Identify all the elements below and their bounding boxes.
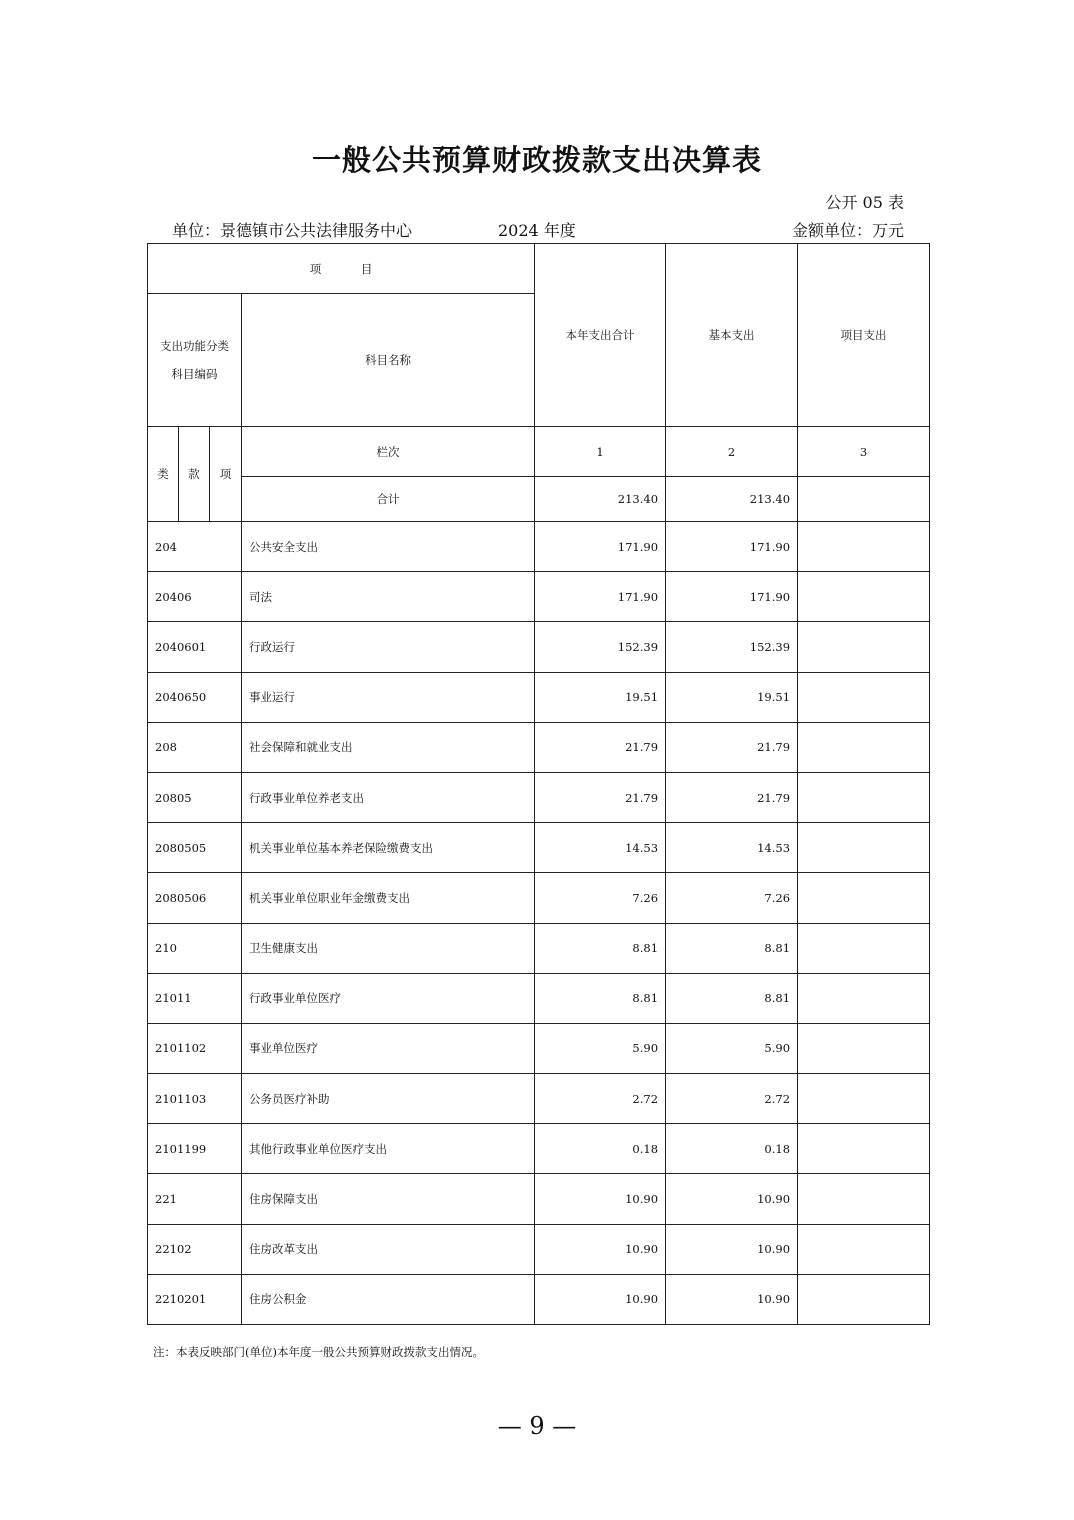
- basic-amount: 2.72: [666, 1074, 798, 1124]
- sum-basic: 213.40: [666, 477, 798, 522]
- total-amount: 171.90: [535, 522, 666, 572]
- subject-name: 卫生健康支出: [242, 923, 535, 973]
- subject-name: 住房改革支出: [242, 1224, 535, 1274]
- subject-name: 行政运行: [242, 622, 535, 672]
- table-row: [148, 1023, 930, 1073]
- subject-code: 2080506: [148, 873, 242, 923]
- basic-amount: 171.90: [666, 572, 798, 622]
- table-row: [148, 923, 930, 973]
- project-amount: [798, 1174, 930, 1224]
- total-amount: 7.26: [535, 873, 666, 923]
- column-number-2: 2: [666, 427, 798, 477]
- basic-amount: 21.79: [666, 772, 798, 822]
- project-amount: [798, 1023, 930, 1073]
- basic-amount: 8.81: [666, 973, 798, 1023]
- project-amount: [798, 572, 930, 622]
- subject-code: 2040601: [148, 622, 242, 672]
- subject-name: 公务员医疗补助: [242, 1074, 535, 1124]
- header-code-line1: 支出功能分类: [160, 339, 229, 353]
- basic-amount: 8.81: [666, 923, 798, 973]
- basic-amount: 7.26: [666, 873, 798, 923]
- page-number: — 9 —: [497, 1412, 577, 1440]
- expenditure-table: [147, 243, 930, 1325]
- basic-amount: 21.79: [666, 722, 798, 772]
- column-number-3: 3: [798, 427, 930, 477]
- subject-name: 其他行政事业单位医疗支出: [242, 1124, 535, 1174]
- total-amount: 21.79: [535, 772, 666, 822]
- total-amount: 8.81: [535, 973, 666, 1023]
- total-amount: 14.53: [535, 823, 666, 873]
- table-row: [148, 873, 930, 923]
- basic-amount: 171.90: [666, 522, 798, 572]
- subject-name: 社会保障和就业支出: [242, 722, 535, 772]
- subject-name: 机关事业单位基本养老保险缴费支出: [242, 823, 535, 873]
- header-total: 本年支出合计: [535, 244, 666, 427]
- basic-amount: 14.53: [666, 823, 798, 873]
- total-amount: 0.18: [535, 1124, 666, 1174]
- table-row: [148, 1074, 930, 1124]
- basic-amount: 152.39: [666, 622, 798, 672]
- project-amount: [798, 823, 930, 873]
- sum-project: [798, 477, 930, 522]
- document-title: 一般公共预算财政拨款支出决算表: [311, 143, 762, 177]
- table-row: [148, 1274, 930, 1324]
- table-row: [148, 1124, 930, 1174]
- project-amount: [798, 672, 930, 722]
- subject-name: 公共安全支出: [242, 522, 535, 572]
- total-amount: 10.90: [535, 1174, 666, 1224]
- header-item: 项 目: [148, 244, 535, 294]
- header-code-line2: 科目编码: [171, 367, 218, 381]
- sum-total: 213.40: [535, 477, 666, 522]
- table-row: [148, 772, 930, 822]
- subject-code: 2101199: [148, 1124, 242, 1174]
- project-amount: [798, 873, 930, 923]
- header-row-1: [148, 244, 930, 294]
- subject-name: 事业单位医疗: [242, 1023, 535, 1073]
- total-amount: 152.39: [535, 622, 666, 672]
- table-note: 注：本表反映部门(单位)本年度一般公共预算财政拨款支出情况。: [153, 1345, 484, 1359]
- amount-unit: 金额单位：万元: [791, 221, 904, 240]
- sum-row: [148, 477, 930, 522]
- fiscal-year: 2024 年度: [498, 221, 576, 240]
- total-amount: 5.90: [535, 1023, 666, 1073]
- subject-code: 20406: [148, 572, 242, 622]
- subject-code: 221: [148, 1174, 242, 1224]
- subject-code: 22102: [148, 1224, 242, 1274]
- project-amount: [798, 622, 930, 672]
- table-row: [148, 572, 930, 622]
- header-name: 科目名称: [242, 294, 535, 427]
- subject-name: 行政事业单位医疗: [242, 973, 535, 1023]
- column-number-row: [148, 427, 930, 477]
- total-amount: 10.90: [535, 1224, 666, 1274]
- subject-code: 204: [148, 522, 242, 572]
- table-row: [148, 622, 930, 672]
- column-number-1: 1: [535, 427, 666, 477]
- table-row: [148, 973, 930, 1023]
- project-amount: [798, 923, 930, 973]
- table-row: [148, 522, 930, 572]
- subject-code: 2040650: [148, 672, 242, 722]
- subject-name: 事业运行: [242, 672, 535, 722]
- table-row: [148, 722, 930, 772]
- project-amount: [798, 1124, 930, 1174]
- table-row: [148, 823, 930, 873]
- subject-code: 210: [148, 923, 242, 973]
- subject-code: 2210201: [148, 1274, 242, 1324]
- basic-amount: 0.18: [666, 1124, 798, 1174]
- subject-code: 2101103: [148, 1074, 242, 1124]
- subject-name: 住房公积金: [242, 1274, 535, 1324]
- table-row: [148, 1224, 930, 1274]
- unit-label: 单位：景德镇市公共法律服务中心: [172, 221, 413, 240]
- project-amount: [798, 1274, 930, 1324]
- subject-name: 行政事业单位养老支出: [242, 772, 535, 822]
- subject-name: 机关事业单位职业年金缴费支出: [242, 873, 535, 923]
- header-code: [148, 294, 242, 427]
- basic-amount: 5.90: [666, 1023, 798, 1073]
- project-amount: [798, 772, 930, 822]
- total-amount: 21.79: [535, 722, 666, 772]
- total-amount: 19.51: [535, 672, 666, 722]
- header-basic: 基本支出: [666, 244, 798, 427]
- project-amount: [798, 522, 930, 572]
- total-amount: 10.90: [535, 1274, 666, 1324]
- table-row: [148, 1174, 930, 1224]
- subject-code: 208: [148, 722, 242, 772]
- header-class: 类: [148, 427, 179, 522]
- subject-code: 21011: [148, 973, 242, 1023]
- project-amount: [798, 722, 930, 772]
- header-section: 款: [179, 427, 210, 522]
- basic-amount: 19.51: [666, 672, 798, 722]
- form-code: 公开 05 表: [825, 193, 904, 212]
- project-amount: [798, 1074, 930, 1124]
- basic-amount: 10.90: [666, 1174, 798, 1224]
- total-amount: 8.81: [535, 923, 666, 973]
- subject-code: 20805: [148, 772, 242, 822]
- project-amount: [798, 1224, 930, 1274]
- column-label: 栏次: [242, 427, 535, 477]
- total-amount: 171.90: [535, 572, 666, 622]
- project-amount: [798, 973, 930, 1023]
- header-entry: 项: [210, 427, 242, 522]
- header-project: 项目支出: [798, 244, 930, 427]
- basic-amount: 10.90: [666, 1274, 798, 1324]
- subject-name: 住房保障支出: [242, 1174, 535, 1224]
- table-row: [148, 672, 930, 722]
- subject-name: 司法: [242, 572, 535, 622]
- sum-label: 合计: [242, 477, 535, 522]
- subject-code: 2101102: [148, 1023, 242, 1073]
- total-amount: 2.72: [535, 1074, 666, 1124]
- subject-code: 2080505: [148, 823, 242, 873]
- basic-amount: 10.90: [666, 1224, 798, 1274]
